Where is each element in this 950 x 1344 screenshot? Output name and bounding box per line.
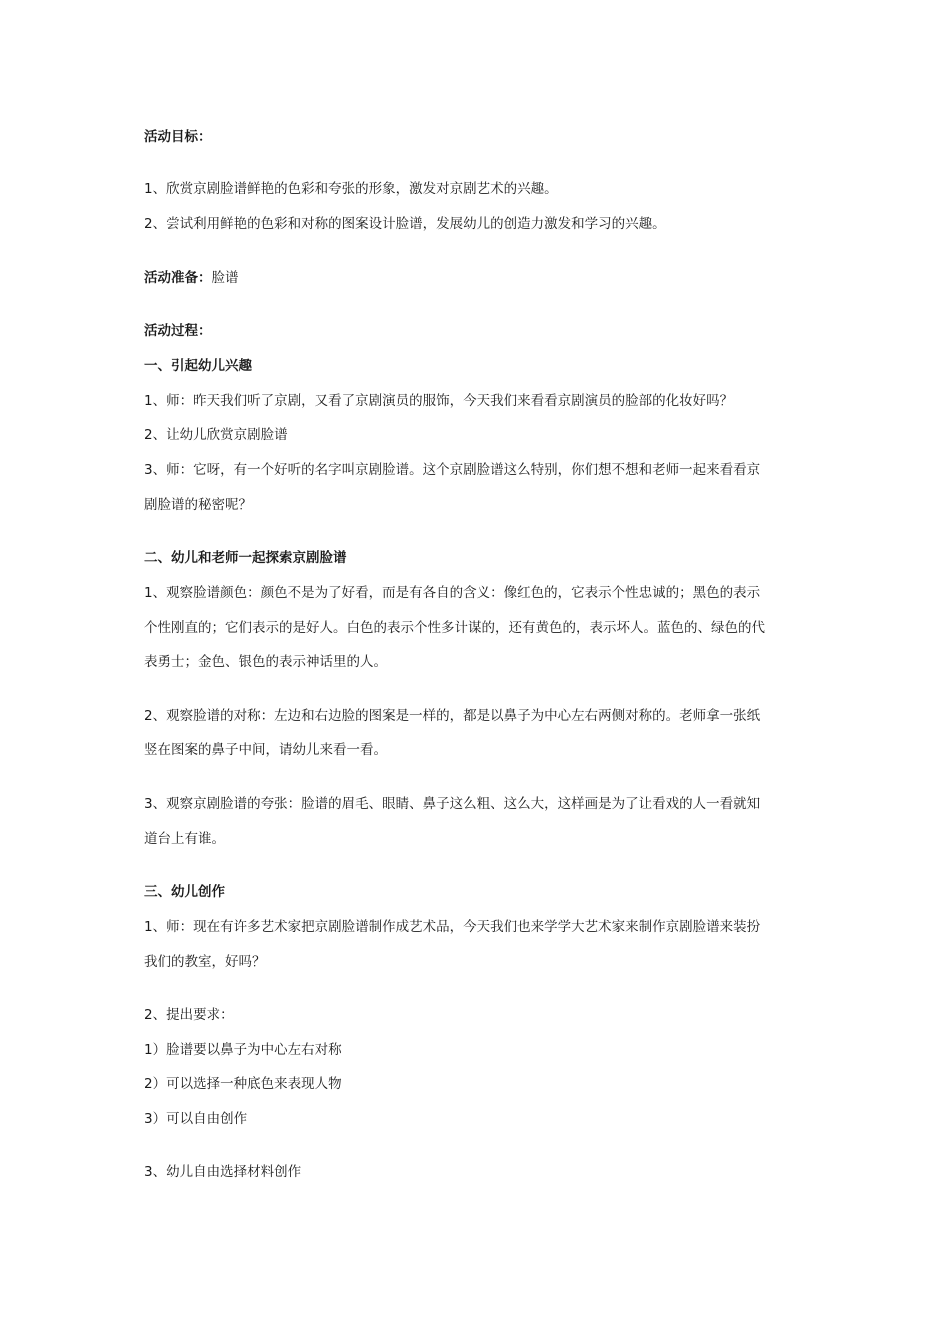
section2-line-6: 3、观察京剧脸谱的夸张：脸谱的眉毛、眼睛、鼻子这么粗、这么大，这样画是为了让看戏的人一看就知: [144, 796, 761, 812]
section2-line-2: 个性刚直的；它们表示的是好人。白色的表示个性多计谋的，还有黄色的，表示坏人。蓝色的、绿色的代: [144, 620, 765, 636]
section1-line-1: 1、师：昨天我们听了京剧，又看了京剧演员的服饰，今天我们来看看京剧演员的脸部的化妆好吗？: [144, 393, 734, 409]
section3-line-3: 2、提出要求：: [144, 1007, 234, 1023]
section-title-1: 一、引起幼儿兴趣: [144, 358, 252, 374]
prep-line: [144, 268, 814, 288]
section1-line-4: 剧脸谱的秘密呢？: [144, 497, 252, 513]
process-heading: 活动过程：: [144, 323, 212, 339]
prep-heading: 活动准备：: [144, 270, 212, 286]
prep-value: 脸谱: [211, 270, 239, 286]
section1-line-3: 3、师：它呀，有一个好听的名字叫京剧脸谱。这个京剧脸谱这么特别，你们想不想和老师一起来看看京: [144, 462, 761, 478]
section3-line-4: 1）脸谱要以鼻子为中心左右对称: [144, 1042, 342, 1058]
section-title-3: 三、幼儿创作: [144, 884, 225, 900]
section3-line-1: 1、师：现在有许多艺术家把京剧脸谱制作成艺术品，今天我们也来学学大艺术家来制作京剧脸谱来装扮: [144, 919, 761, 935]
section3-line-2: 我们的教室，好吗？: [144, 954, 266, 970]
section2-line-4: 2、观察脸谱的对称：左边和右边脸的图案是一样的，都是以鼻子为中心左右两侧对称的。老师拿一张纸: [144, 708, 761, 724]
section-title-2: 二、幼儿和老师一起探索京剧脸谱: [144, 550, 347, 566]
goal-item-1: 1、欣赏京剧脸谱鲜艳的色彩和夸张的形象，激发对京剧艺术的兴趣。: [144, 181, 558, 197]
section2-line-3: 表勇士；金色、银色的表示神话里的人。: [144, 654, 387, 670]
section3-line-7: 3、幼儿自由选择材料创作: [144, 1164, 302, 1180]
goals-heading: 活动目标：: [144, 129, 212, 145]
section2-line-1: 1、观察脸谱颜色：颜色不是为了好看，而是有各自的含义：像红色的，它表示个性忠诚的；黑色的表示: [144, 585, 761, 601]
section3-line-5: 2）可以选择一种底色来表现人物: [144, 1076, 342, 1092]
section2-line-5: 竖在图案的鼻子中间，请幼儿来看一看。: [144, 742, 387, 758]
section3-line-6: 3）可以自由创作: [144, 1111, 248, 1127]
goal-item-2: 2、尝试利用鲜艳的色彩和对称的图案设计脸谱，发展幼儿的创造力激发和学习的兴趣。: [144, 216, 666, 232]
section1-line-2: 2、让幼儿欣赏京剧脸谱: [144, 427, 288, 443]
section2-line-7: 道台上有谁。: [144, 831, 225, 847]
